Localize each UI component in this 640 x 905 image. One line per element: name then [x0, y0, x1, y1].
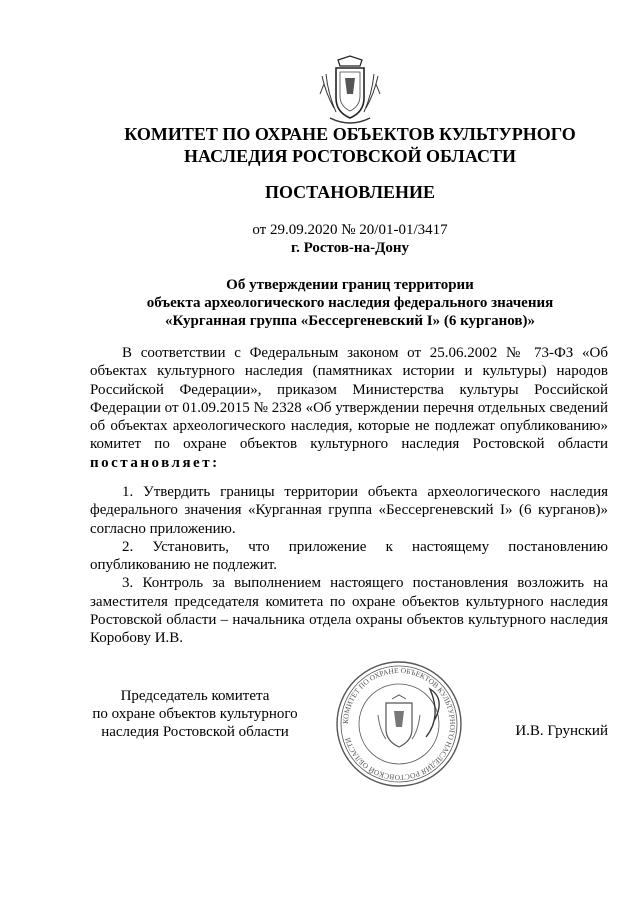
signer-position: [90, 687, 300, 741]
resolution-items: [90, 483, 608, 648]
document-date-number: от 29.09.2020 № 20/01-01/3417: [252, 222, 448, 238]
subject-line2: объекта археологического наследия федерального значения: [146, 295, 554, 311]
seal-outer-text: КОМИТЕТ ПО ОХРАНЕ ОБЪЕКТОВ КУЛЬТУРНОГО НАСЛЕДИЯ РОСТОВСКОЙ ОБЛАСТИ: [340, 665, 458, 783]
preamble-text: В соответствии с Федеральным законом от 25.06.2002 № 73-ФЗ «Об объектах культурного наследия (памятниках истории и культуры) народов Российской Федерации», приказом Министерства культуры Российской Федерации от 01.09.2015 № 2328 «Об утверждении перечня отдельных сведений об объектах археологического наследия, которые не подлежат опубликованию» комитет по охране объектов культурного наследия Ростовской области: [90, 345, 608, 453]
document-city: г. Ростов-на-Дону: [290, 240, 410, 256]
document-type: ПОСТАНОВЛЕНИЕ: [264, 182, 436, 202]
resolution-item-2: 2. Установить, что приложение к настоящему постановлению опубликованию не подлежит.: [90, 538, 608, 574]
resolution-item-3: 3. Контроль за выполнением настоящего постановления возложить на заместителя председателя комитета по охране объектов культурного наследия Ростовской области – начальника отдела охраны объектов культурного наследия Коробову И.В.: [90, 575, 608, 647]
signer-position-line2: по охране объектов культурного: [92, 706, 298, 722]
signer-position-line1: Председатель комитета: [120, 688, 270, 704]
org-name-line2: НАСЛЕДИЯ РОСТОВСКОЙ ОБЛАСТИ: [184, 146, 516, 166]
coat-of-arms-icon: [316, 54, 384, 128]
signer-name: И.В. Грунский: [515, 723, 608, 739]
subject-line1: Об утверждении границ территории: [226, 277, 474, 293]
document-subject: [90, 276, 610, 330]
preamble-paragraph: [90, 344, 608, 472]
signer-position-line3: наследия Ростовской области: [101, 724, 289, 740]
official-seal-icon: [334, 659, 464, 789]
resolves-word: постановляет:: [90, 454, 220, 471]
org-name-line1: КОМИТЕТ ПО ОХРАНЕ ОБЪЕКТОВ КУЛЬТУРНОГО: [124, 124, 576, 144]
resolution-item-1: 1. Утвердить границы территории объекта археологического наследия федерального значения «Курганная группа «Бессергеневский I» (6 курганов)» согласно приложению.: [90, 484, 608, 537]
subject-line3: «Курганная группа «Бессергеневский I» (6 курганов)»: [164, 313, 536, 329]
